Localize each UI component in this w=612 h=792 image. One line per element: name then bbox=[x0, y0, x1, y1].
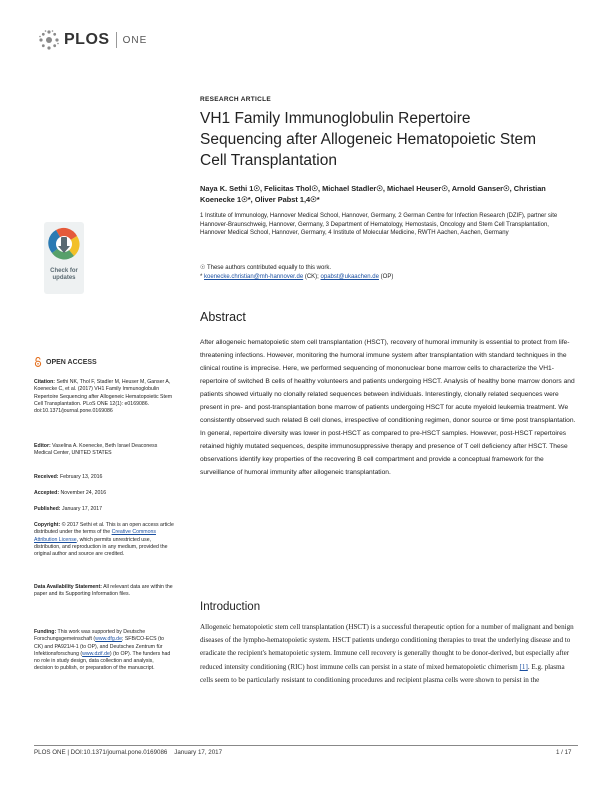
received-label: Received: bbox=[34, 474, 59, 480]
funding-block bbox=[34, 629, 174, 673]
funding-text-c: ) (to OP). The funders had no role in study design, data collection and analysis, decision to publish, or preparation of the manuscript. bbox=[34, 650, 171, 672]
introduction-heading: Introduction bbox=[200, 601, 261, 613]
funding-text-b: ; SFB/CO-ECS (to CK) and PA921/4-1 (to OP), and Deutsches Zentrum für Infektionsforschung ( bbox=[34, 636, 165, 657]
email-tag-op: (OP) bbox=[378, 274, 394, 280]
copyright-text-a: © 2017 Sethi et al. This is an open access article distributed under the terms of the bbox=[34, 522, 174, 536]
page-number: 1 / 17 bbox=[556, 749, 572, 756]
footer-citation: PLOS ONE | DOI:10.1371/journal.pone.0169086 January 17, 2017 bbox=[34, 749, 223, 756]
author-notes bbox=[200, 264, 576, 282]
data-availability-text: All relevant data are within the paper and its Supporting Information files. bbox=[34, 584, 173, 598]
article-type: RESEARCH ARTICLE bbox=[200, 96, 272, 103]
affiliations: 1 Institute of Immunology, Hannover Medical School, Hannover, Germany, 2 German Centre for Infection Research (DZIF), partner site Hannover-Braunschweig, Hannover, Germany, 3 Department of Hematology, Hemostasis, Oncology and Stem Cell Transplantation, Hannover Medical School, Hannover, Germany, 4 Institute of Molecular Medicine, RWTH Aachen, Aachen, Germany bbox=[200, 213, 558, 237]
open-access-label: OPEN ACCESS bbox=[46, 358, 97, 366]
email-tag-ck: (CK); bbox=[303, 274, 321, 280]
editor-block bbox=[34, 443, 174, 458]
citation-text: Sethi NK, Thol F, Stadler M, Heuser M, Ganser A, Koenecke C, et al. (2017) VH1 Family Immunoglobulin Repertoire Sequencing after Allogeneic Hematopoietic Stem Cell Transplantation. PLoS ONE 12(1): e0169086. doi:10.1371/journal.pone.0169086 bbox=[34, 379, 173, 415]
open-access-line bbox=[34, 357, 174, 367]
introduction-text bbox=[200, 621, 578, 687]
funding-text-a: This work was supported by Deutsche Forschungsgemeinschaft ( bbox=[34, 629, 146, 643]
abstract-text: After allogeneic hematopoietic stem cell transplantation (HSCT), recovery of humoral immunity is essential to protect from life-threatening infections. However, monitoring the humoral immune system after transplantation with standard techniques in the clinical routine is imprecise. Here, we performed sequencing of mononuclear bone marrow cells to characterize the VH1-repertoire of switched B cells of healthy volunteers and patients undergoing HSCT. Analysis of healthy bone marrow donors and patients showed virtually no clonally related sequences between individuals. Interestingly, clonally related sequences were present in pre- and post-transplantation bone marrow of patients undergoing HSCT for acute myeloid leukemia treatment. We consistently observed such related B cell clones, irrespective of conditioning regimen, donor source or time post transplantation. In general, repertoire diversity was lower in post-HSCT as compared to pre-HSCT samples. However, post-HSCT repertoires retained highly mutated sequences, despite immunosuppressive therapy and presence of T cell deficiency after HSCT. These observations identify key properties of the recovering B cell compartment and provide a conceptual framework for the surveillance of humoral immunity after allogeneic transplantation. bbox=[200, 339, 576, 476]
funding-label: Funding: bbox=[34, 629, 57, 635]
open-lock-icon bbox=[34, 357, 42, 367]
correspondence-line bbox=[200, 273, 576, 282]
logo-journal-text: ONE bbox=[122, 34, 148, 46]
article-title: VH1 Family Immunoglobulin Repertoire Sequencing after Allogeneic Hematopoietic Stem Cell Transplantation bbox=[200, 110, 537, 169]
copyright-label: Copyright: bbox=[34, 522, 61, 528]
introduction-text-a: Allogeneic hematopoietic stem cell transplantation (HSCT) is a successful therapeutic option for a number of malignant and benign diseases of the lympho-hematopoietic system. HSCT patients undergo conditioning therapies to treat the underlying disease and to eradicate the recipient's hematopoietic system. Immune cell recovery is generally thought to be donor-derived, but especially after reduced intensity conditioning (RIC) host immune cells can persist in a state of mixed hematopoietic chimerism bbox=[200, 623, 574, 671]
accepted-label: Accepted: bbox=[34, 490, 60, 496]
data-availability-label: Data Availability Statement: bbox=[34, 584, 102, 590]
editor-label: Editor: bbox=[34, 443, 51, 449]
reference-link-1[interactable]: [1] bbox=[519, 662, 528, 671]
accepted-date: November 24, 2016 bbox=[60, 490, 107, 496]
dfg-link[interactable]: www.dfg.de bbox=[95, 636, 122, 643]
plos-burst-icon bbox=[38, 29, 60, 51]
check-for-updates-badge[interactable] bbox=[44, 222, 84, 294]
data-availability-block bbox=[34, 584, 174, 599]
citation-block bbox=[34, 379, 174, 415]
correspondence-marker: * bbox=[200, 274, 205, 280]
received-block bbox=[34, 474, 174, 481]
citation-label: Citation: bbox=[34, 379, 56, 385]
logo-divider bbox=[116, 32, 117, 48]
published-block bbox=[34, 506, 174, 513]
published-label: Published: bbox=[34, 506, 61, 512]
editor-text: Vaselina A. Koenecke, Beth Israel Deaconess Medical Center, UNITED STATES bbox=[34, 443, 158, 457]
dzif-link[interactable]: www.dzif.de bbox=[82, 650, 110, 657]
equal-contribution-note: ☉ These authors contributed equally to this work. bbox=[200, 265, 332, 271]
email-link-op[interactable]: opabst@ukaachen.de bbox=[320, 274, 379, 280]
abstract-heading: Abstract bbox=[200, 310, 246, 324]
introduction-text-b: . E.g. plasma cells seem to be particularly resistant to conditioning procedures and recipient plasma cells were shown to persist in the bbox=[200, 662, 565, 684]
copyright-block bbox=[34, 522, 174, 558]
journal-logo[interactable] bbox=[38, 28, 178, 52]
email-link-ck[interactable]: koenecke.christian@mh-hannover.de bbox=[204, 274, 304, 280]
author-list: Naya K. Sethi 1☉, Felicitas Thol☉, Michael Stadler☉, Michael Heuser☉, Arnold Ganser☉, Christian Koenecke 1☉*, Oliver Pabst 1,4☉* bbox=[200, 184, 546, 204]
cc-license-link[interactable]: Creative Commons Attribution License bbox=[34, 529, 156, 543]
footer-divider bbox=[34, 745, 578, 746]
published-date: January 17, 2017 bbox=[61, 506, 103, 512]
accepted-block bbox=[34, 490, 174, 497]
logo-plos-text: PLOS bbox=[64, 31, 110, 48]
check-updates-icon bbox=[44, 222, 84, 294]
copyright-text-b: , which permits unrestricted use, distribution, and reproduction in any medium, provided the original author and source are credited. bbox=[34, 536, 168, 558]
check-updates-label: Check for updates bbox=[50, 268, 78, 281]
received-date: February 13, 2016 bbox=[59, 474, 103, 480]
